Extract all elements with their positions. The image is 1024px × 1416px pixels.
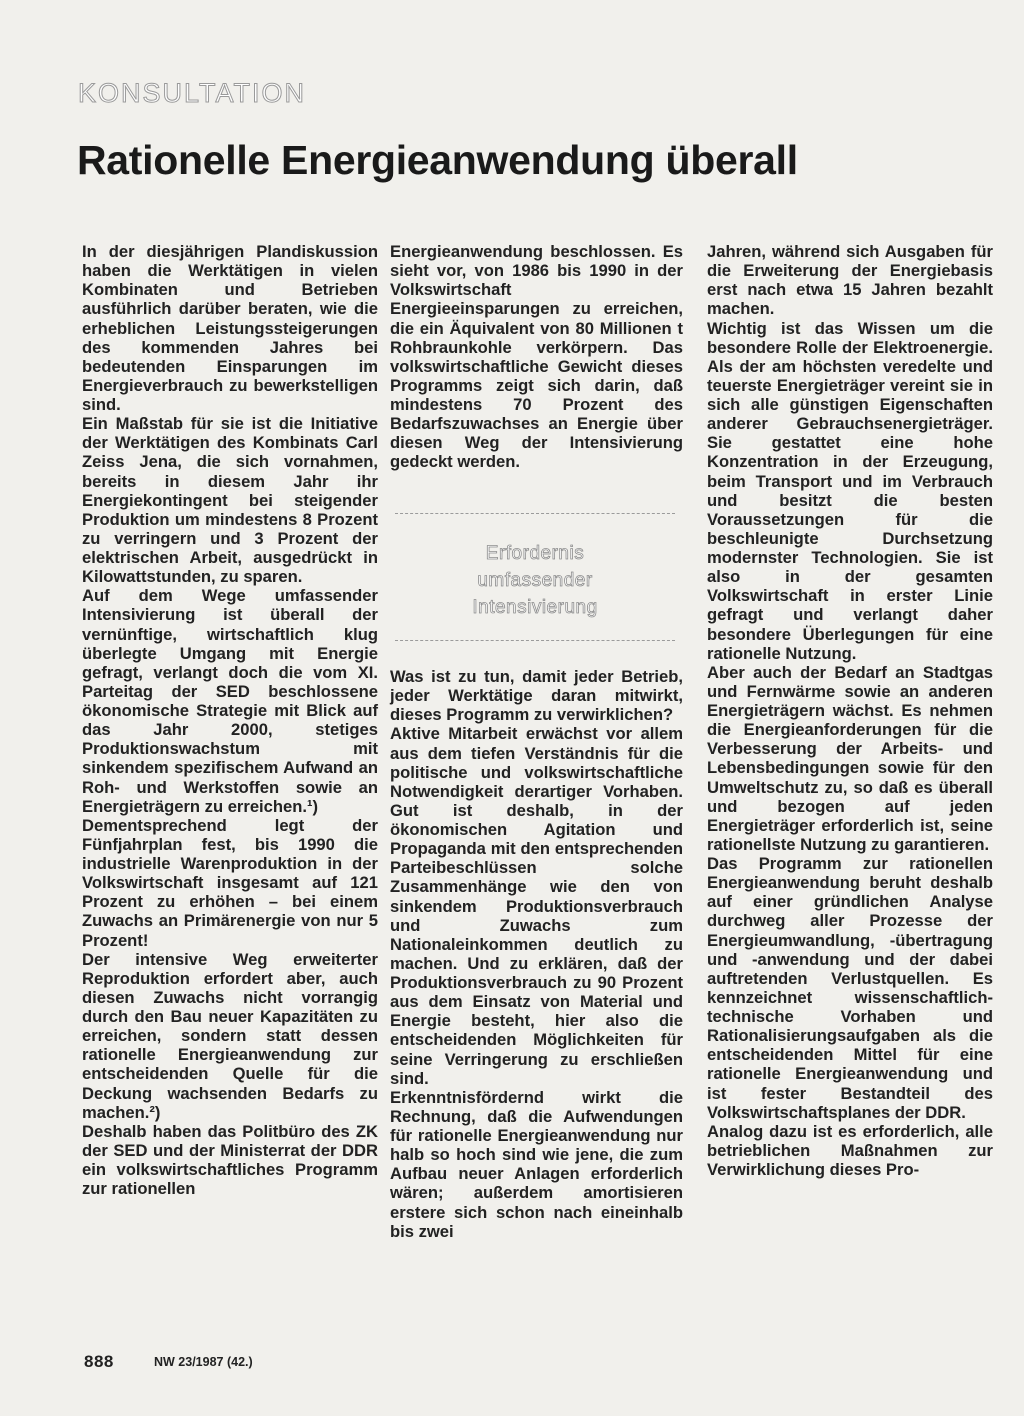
page-footer	[84, 1352, 253, 1372]
issue-label: NW 23/1987 (42.)	[154, 1355, 253, 1369]
paragraph: Erkenntnisfördernd wirkt die Rechnung, daß die Aufwendungen für rationelle Energieanwendung nur halb so hoch sind wie jene, die zum Aufbau neuer Anlagen erforderlich wären; außerdem amortisieren erstere sich schon nach eineinhalb bis zwei	[390, 1087, 683, 1241]
paragraph: In der diesjährigen Plandiskussion haben die Werktätigen in vielen Kombinaten und Betrieben ausführlich darüber beraten, wie die erheblichen Leistungssteigerungen des kommenden Jahres bei bedeutenden Einsparungen im Energieverbrauch zu bewerkstelligen sind.	[82, 242, 378, 414]
section-kicker: KONSULTATION	[78, 78, 307, 108]
subheading-line: umfassender	[477, 570, 593, 591]
column-2-lower	[390, 667, 683, 1241]
column-1	[82, 242, 378, 1198]
paragraph: Auf dem Wege umfassender Intensivierung ist überall der vernünftige, wirtschaftlich klug überlegte Umgang mit Energie gefragt, verlangt doch die vom XI. Parteitag der SED beschlossene ökonomische Strategie mit Blick auf das Jahr 2000, stetiges Produktionswachstum mit sinkendem spezifischem Aufwand an Roh- und Werkstoffen sowie an Energieträgern zu erreichen.¹)	[82, 586, 378, 816]
subheading-line: Intensivierung	[472, 597, 598, 618]
paragraph: Analog dazu ist es erforderlich, alle betrieblichen Maßnahmen zur Verwirklichung dieses Pro-	[707, 1121, 993, 1179]
paragraph: Der intensive Weg erweiterter Reproduktion erfordert aber, auch diesen Zuwachs nicht vorrangig durch den Bau neuer Kapazitäten zu erreichen, sondern statt dessen rationelle Energieanwendung zur entscheidenden Quelle für die Deckung wachsenden Bedarfs zu machen.²)	[82, 949, 378, 1122]
paragraph: Wichtig ist das Wissen um die besondere Rolle der Elektroenergie. Als der am höchsten veredelte und teuerste Energieträger vereint sie in sich alle günstigen Eigenschaften anderer Gebrauchsenergieträger. Sie gestattet eine hohe Konzentration in der Erzeugung, beim Transport und im Verbrauch und besitzt die besten Voraussetzungen für die beschleunigte Durchsetzung modernster Technologien. Sie ist also in der gesamten Volkswirtschaft in erster Linie gefragt und verlangt daher besondere Überlegungen für eine rationelle Nutzung.	[707, 318, 993, 663]
paragraph: Dementsprechend legt der Fünfjahrplan fest, bis 1990 die industrielle Warenproduktion in der Volkswirtschaft insgesamt auf 121 Prozent zu erhöhen – bei einem Zuwachs an Primärenergie von nur 5 Prozent!	[82, 815, 378, 950]
column-3	[707, 242, 993, 1179]
paragraph: Aktive Mitarbeit erwächst vor allem aus dem tiefen Verständnis für die politische und volkswirtschaftliche Notwendigkeit derartiger Vorhaben. Gut ist deshalb, in der ökonomischen Agitation und Propaganda mit den entsprechenden Parteibeschlüssen solche Zusammenhänge wie den von sinkendem Produktionsverbrauch und Zuwachs zum Nationaleinkommen deutlich zu machen. Und zu erklären, daß der Produktionsverbrauch zu 90 Prozent aus dem Einsatz von Material und Energie besteht, hier also die entscheidenden Möglichkeiten für seine Verringerung zu erschließen sind.	[390, 724, 683, 1088]
subheading-line: Erfordernis	[485, 543, 585, 564]
subheading-rule-top	[395, 513, 675, 514]
page-number: 888	[84, 1352, 114, 1371]
paragraph: Jahren, während sich Ausgaben für die Erweiterung der Energiebasis erst nach etwa 15 Jahren bezahlt machen.	[707, 242, 993, 319]
paragraph: Aber auch der Bedarf an Stadtgas und Fernwärme sowie an anderen Energieträgern wächst. Es nehmen die Energieanforderungen für die Verbesserung der Arbeits- und Lebensbedingungen sowie für den Umweltschutz zu, so daß es überall und bezogen auf jeden Energieträger erforderlich ist, seine rationellste Nutzung zu garantieren.	[707, 662, 993, 854]
subheading	[395, 540, 675, 621]
paragraph: Ein Maßstab für sie ist die Initiative der Werktätigen des Kombinats Carl Zeiss Jena, die sich vornahmen, bereits in diesem Jahr ihr Energiekontingent bei steigender Produktion um mindestens 8 Prozent zu verringern und 3 Prozent der elektrischen Arbeit, ausgedrückt in Kilowattstunden, zu sparen.	[82, 414, 378, 587]
paragraph: Energieanwendung beschlossen. Es sieht vor, von 1986 bis 1990 in der Volkswirtschaft Energieeinsparungen zu erreichen, die ein Äquivalent von 80 Millionen t Rohbraunkohle verkörpern. Das volkswirtschaftliche Gewicht dieses Programms zeigt sich darin, daß mindestens 70 Prozent des Bedarfszuwachses an Energie über diesen Weg der Intensivierung gedeckt werden.	[390, 242, 683, 472]
subheading-rule-bottom	[395, 640, 675, 641]
paragraph: Deshalb haben das Politbüro des ZK der SED und der Ministerrat der DDR ein volkswirtschaftliches Programm zur rationellen	[82, 1121, 378, 1199]
paragraph: Das Programm zur rationellen Energieanwendung beruht deshalb auf einer gründlichen Analyse durchweg aller Prozesse der Energieumwandlung, -übertragung und -anwendung und der dabei auftretenden Verlustquellen. Es kennzeichnet wissenschaftlich-technische Vorhaben und Rationalisierungsaufgaben als die entscheidenden Mittel für eine rationelle Energieanwendung und ist fester Bestandteil des Volkswirtschaftsplanes der DDR.	[707, 854, 993, 1122]
article-headline: Rationelle Energieanwendung überall	[77, 137, 798, 183]
paragraph: Was ist zu tun, damit jeder Betrieb, jeder Werktätige daran mitwirkt, dieses Programm zu verwirklichen?	[390, 667, 683, 725]
